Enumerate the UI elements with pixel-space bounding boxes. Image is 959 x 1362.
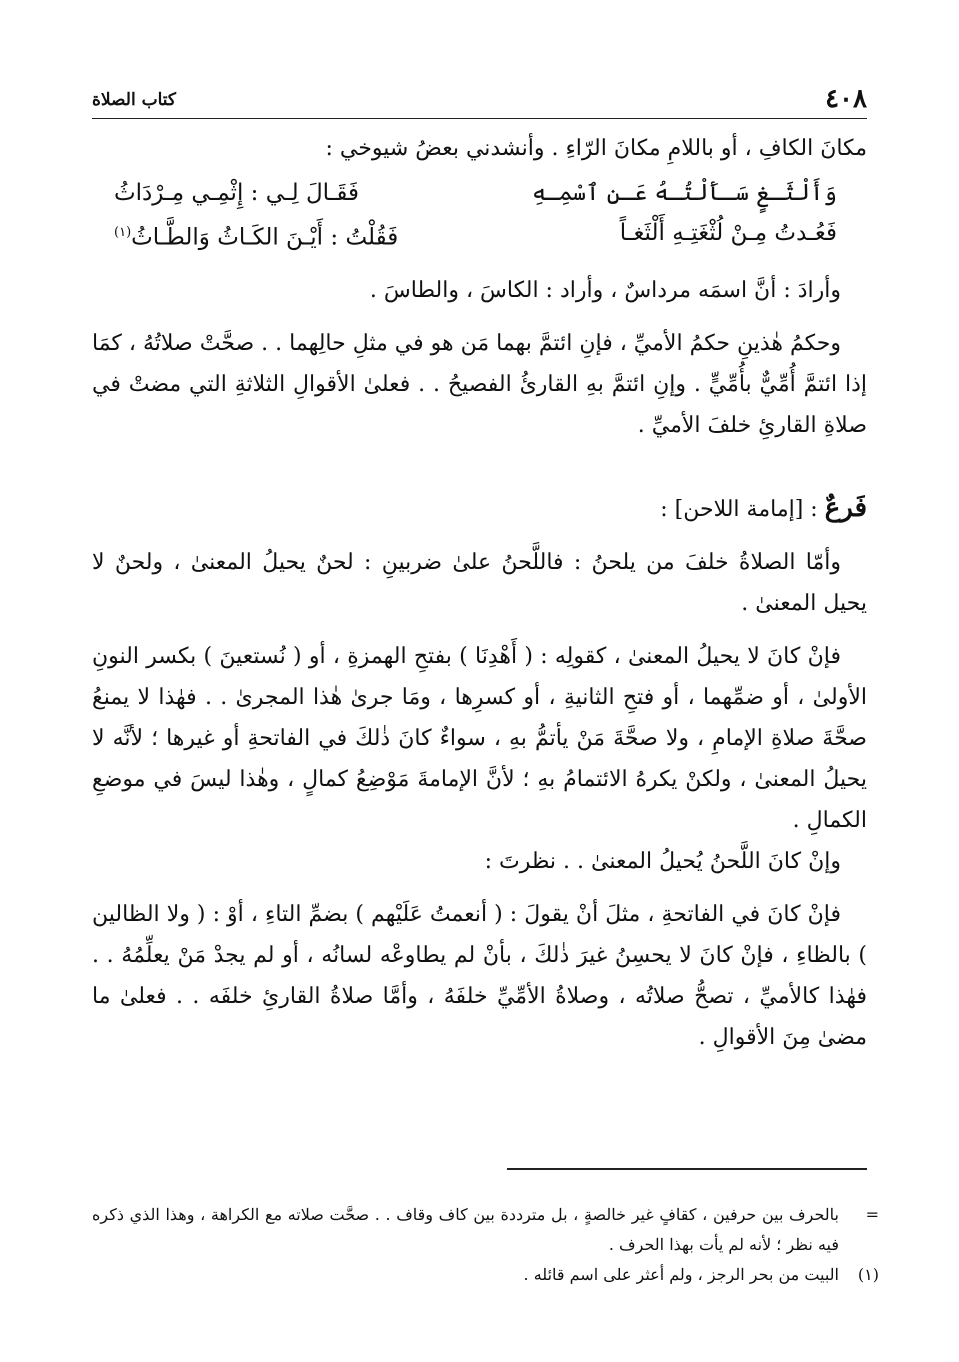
paragraph-4: وأمّا الصلاةُ خلفَ من يلحنُ : فاللَّحنُ علىٰ ضربينِ : لحنٌ يحيلُ المعنىٰ ، ولحنٌ لا يحيل المعنىٰ . — [92, 549, 867, 616]
footnote-1 — [92, 1260, 879, 1290]
footnote-text: البيت من بحر الرجز ، ولم أعثر على اسم قائله . — [523, 1265, 839, 1284]
paragraph-1: مكانَ الكافِ ، أو باللامِ مكانَ الرّاءِ . وأنشدني بعضُ شيوخي : — [325, 136, 867, 161]
footnote-marker: (١) — [857, 1265, 879, 1284]
paragraph-7: فإنْ كانَ في الفاتحةِ ، مثلَ أنْ يقولَ : ( أنعمتُ عَلَيْهم ) بضمِّ التاءِ ، أوْ : ( ولا الظالين ) بالظاءِ ، فإنْ كانَ لا يحسِنُ غيرَ ذٰلكَ ، بأنْ لم يطاوعْه لسانُه ، أو لم يجدْ مَنْ يعلِّمُهُ . . فهٰذا كالأميِّ ، تصحُّ صلاتُه ، وصلاةُ الأمِّيِّ خلفَهُ ، وأمَّا صلاةُ القارئِ خلفَه . . فعلىٰ ما مضىٰ مِنَ الأقوالِ . — [92, 901, 867, 1050]
main-text — [92, 128, 867, 1058]
section-label: فَرعٌ — [824, 492, 867, 523]
verse-1 — [92, 173, 867, 213]
section-heading — [92, 488, 867, 530]
section-title: : [إمامة اللاحن] : — [660, 496, 825, 522]
footnotes — [92, 1200, 879, 1290]
paragraph-5: فإنْ كانَ لا يحيلُ المعنىٰ ، كقولِه : ( أَهْدِنَا ) بفتحِ الهمزةِ ، أو ( نُستعينَ ) بكسر النونِ الأولىٰ ، أو ضمِّهما ، أو فتحِ الثانيةِ ، أو كسرِها ، ومَا جرىٰ هٰذا المجرىٰ . . فهٰذا لا يمنعُ صحَّةَ صلاةِ الإمامِ ، ولا صحَّةَ مَنْ يأتمُّ بهِ ، سواءٌ كانَ ذٰلكَ في الفاتحةِ أو غيرها ؛ لأنَّه لا يحيلُ المعنىٰ ، ولكنْ يكرهُ الائتمامُ بهِ ؛ لأنَّ الإمامةَ مَوْضِعُ كمالٍ ، وهٰذا ليسَ في موضعِ الكمالِ . — [92, 643, 867, 833]
poem-verses — [92, 173, 867, 258]
footnote-continued — [92, 1200, 879, 1260]
verse-2-first-hemistich: فَعُـدتُ مِـنْ لُثْغَتِـهِ أَلْثَغـاً — [619, 220, 837, 246]
verse-1-first-hemistich: وَأَلْثَـغٍ سَـأَلْتُـهُ عَـنِ ٱسْمِـهِ — [532, 180, 837, 206]
footnote-marker: = — [865, 1205, 879, 1224]
running-title: كتاب الصلاة — [92, 90, 177, 110]
paragraph-2: وأرادَ : أنَّ اسمَه مرداسٌ ، وأراد : الكاسَ ، والطاسَ . — [369, 277, 841, 303]
paragraph-6: وإنْ كانَ اللَّحنُ يُحيلُ المعنىٰ . . نظرتَ : — [484, 848, 841, 874]
footnote-ref-1[interactable]: (١) — [114, 225, 132, 240]
verse-1-second-hemistich: فَقَـالَ لِـي : إِثْمِـي مِـرْدَاثُ — [114, 180, 360, 206]
verse-2-second-hemistich-wrap — [114, 213, 398, 258]
footnote-separator — [507, 1168, 867, 1170]
page-number: ٤٠٨ — [825, 84, 867, 114]
verse-2-second-hemistich: فَقُلْتُ : أَيْـنَ الكَـاثُ وَالطَّـاثُ — [131, 224, 399, 251]
page-header — [92, 82, 867, 119]
paragraph-3: وحكمُ هٰذينِ حكمُ الأميِّ ، فإنِ ائتمَّ بهما مَن هو في مثلِ حالِهما . . صحَّتْ صلاتُهُ ، كمَا إذا ائتمَّ أُمِّيٌّ بأُمِّيٍّ . وإنِ ائتمَّ بهِ القارئُ الفصيحُ . . فعلىٰ الأقوالِ الثلاثةِ التي مضتْ في صلاةِ القارئِ خلفَ الأميِّ . — [92, 330, 867, 438]
verse-2 — [92, 213, 867, 258]
footnote-text: بالحرف بين حرفين ، كقافٍ غير خالصةٍ ، بل مترددة بين كاف وقاف . . صحَّت صلاته مع الكراهة ، وهذا الذي ذكره فيه نظر ؛ لأنه لم يأت بهذا الحرف . — [92, 1205, 840, 1254]
